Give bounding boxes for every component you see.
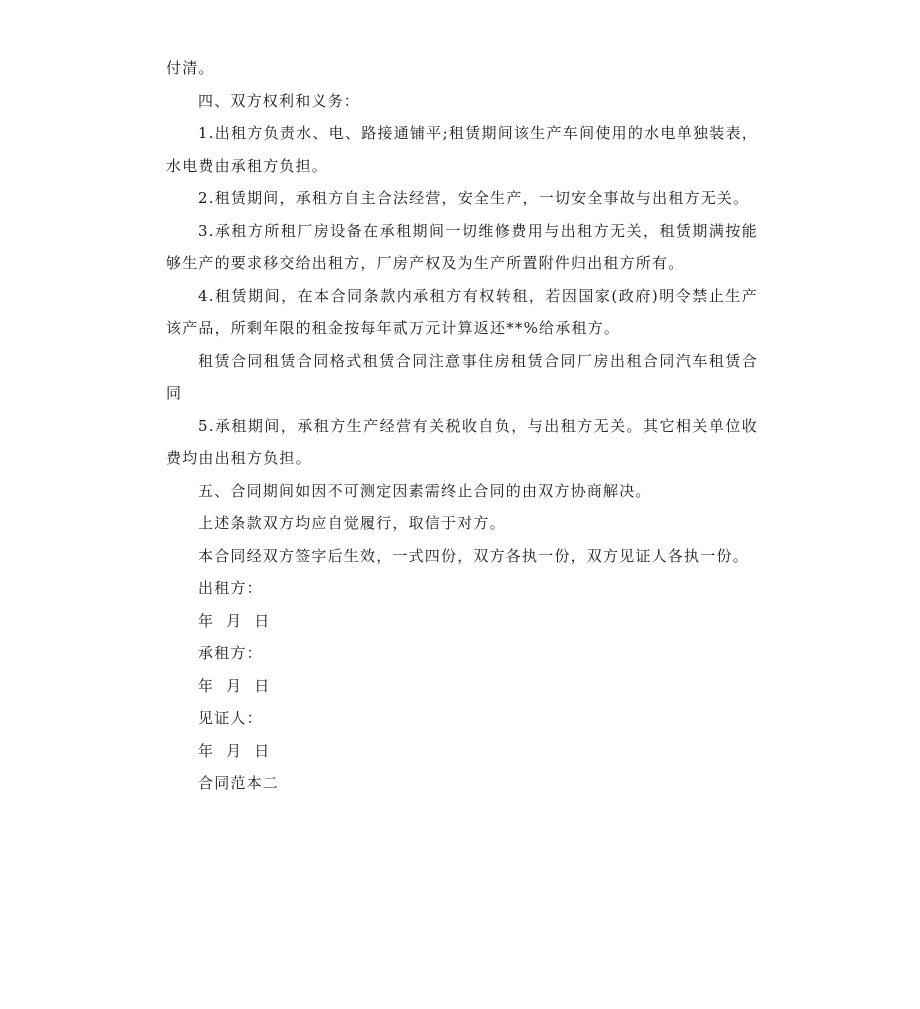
compliance-statement: 上述条款双方均应自觉履行，取信于对方。: [198, 514, 506, 532]
paragraph-payment-end: 付清。: [166, 59, 215, 77]
clause-5-taxes: 5.承租期间，承租方生产经营有关税收自负，与出租方无关。其它相关单位收费均由出租方负担。: [166, 416, 758, 467]
clause-1-utilities: 1.出租方负责水、电、路接通铺平;租赁期间该生产车间使用的水电单独装表，水电费由承租方负担。: [166, 124, 758, 175]
lessor-date: 年 月 日: [198, 611, 271, 630]
contract-body: [166, 52, 758, 800]
heading-rights-obligations: 四、双方权利和义务：: [198, 91, 361, 110]
clause-3-maintenance: 3.承租方所租厂房设备在承租期间一切维修费用与出租方无关，租赁期满按能够生产的要求移交给出租方，厂房产权及为生产所置附件归出租方所有。: [166, 221, 758, 272]
clause-2-safety: 2.租赁期间，承租方自主合法经营，安全生产，一切安全事故与出租方无关。: [198, 189, 750, 207]
lessor-label: 出租方：: [198, 579, 263, 597]
witness-date: 年 月 日: [198, 741, 271, 760]
next-contract-title: 合同范本二: [198, 774, 280, 792]
effectiveness-statement: 本合同经双方签字后生效，一式四份，双方各执一份，双方见证人各执一份。: [198, 546, 749, 565]
section-5-termination: 五、合同期间如因不可测定因素需终止合同的由双方协商解决。: [198, 481, 652, 500]
clause-4-sublease: 4.租赁期间，在本合同条款内承租方有权转租，若因国家(政府)明令禁止生产该产品，所剩年限的租金按每年贰万元计算返还**%给承租方。: [166, 286, 758, 337]
lessee-label: 承租方：: [198, 644, 263, 662]
lessee-date: 年 月 日: [198, 676, 271, 695]
related-keywords: 租赁合同租赁合同格式租赁合同注意事住房租赁合同厂房出租合同汽车租赁合同: [166, 351, 758, 402]
witness-label: 见证人：: [198, 709, 263, 727]
